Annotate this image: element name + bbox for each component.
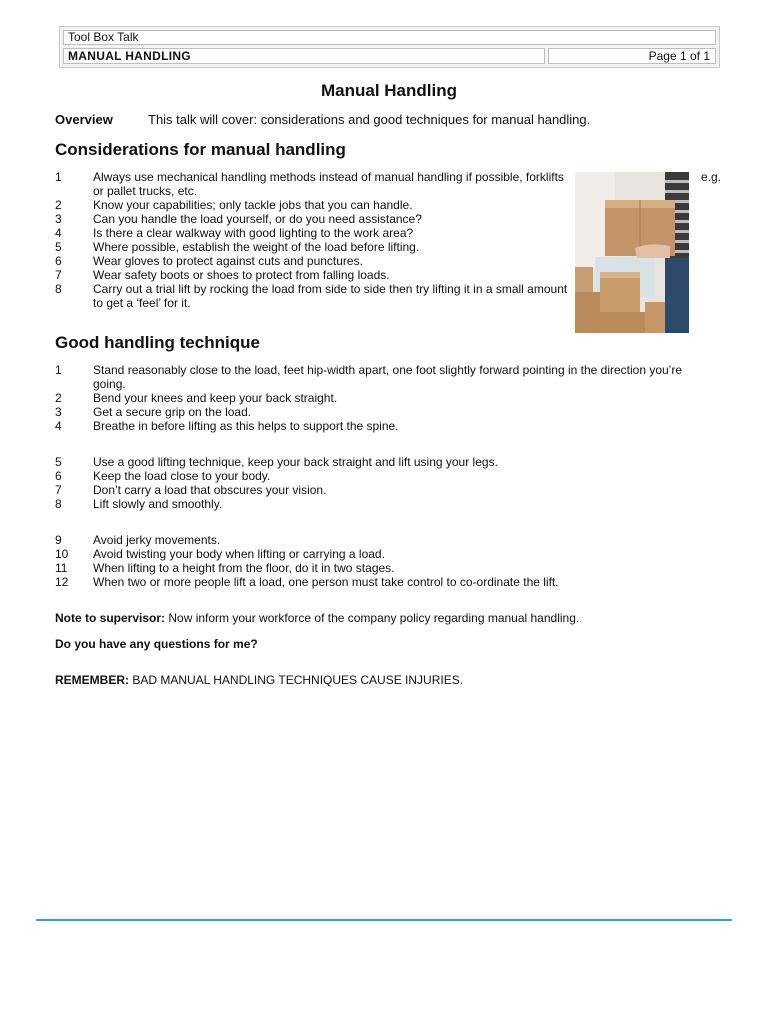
list-item xyxy=(55,198,570,212)
overview xyxy=(55,112,590,127)
list-item-number: 8 xyxy=(55,282,62,296)
list-item xyxy=(55,419,715,433)
person-carrying-box-photo xyxy=(575,172,689,333)
list-item-text: Wear gloves to protect against cuts and punctures. xyxy=(93,254,363,268)
list-item-number: 4 xyxy=(55,226,62,240)
considerations-heading: Considerations for manual handling xyxy=(55,140,346,159)
eg-text: e.g. xyxy=(701,170,722,184)
list-item-text: Lift slowly and smoothly. xyxy=(93,497,223,511)
list-item xyxy=(55,561,715,575)
list-item xyxy=(55,405,715,419)
header-topic: MANUAL HANDLING xyxy=(63,48,545,64)
list-item-number: 1 xyxy=(55,363,62,377)
list-item xyxy=(55,469,715,483)
list-item xyxy=(55,497,715,511)
list-item-number: 3 xyxy=(55,405,62,419)
list-item xyxy=(55,170,570,198)
list-item xyxy=(55,363,715,391)
photo-illustration xyxy=(575,172,689,333)
list-item-number: 11 xyxy=(55,561,68,575)
list-item xyxy=(55,226,570,240)
list-item-text: Wear safety boots or shoes to protect from falling loads. xyxy=(93,268,390,282)
technique-list-group-1 xyxy=(55,363,715,433)
list-item-number: 5 xyxy=(55,455,62,469)
list-item-number: 10 xyxy=(55,547,69,561)
remember-text: BAD MANUAL HANDLING TECHNIQUES CAUSE INJURIES. xyxy=(129,673,464,687)
list-item-text: Get a secure grip on the load. xyxy=(93,405,252,419)
list-item xyxy=(55,483,715,497)
list-item xyxy=(55,455,715,469)
list-item-text: Where possible, establish the weight of the load before lifting. xyxy=(93,240,420,254)
header-page-number: Page 1 of 1 xyxy=(548,48,716,64)
footer-rule xyxy=(36,919,732,921)
list-item-text: Stand reasonably close to the load, feet hip-width apart, one foot slightly forward pointing in the direction you’re going. xyxy=(93,363,683,391)
questions-prompt: Do you have any questions for me? xyxy=(55,637,258,651)
list-item-number: 6 xyxy=(55,469,62,483)
list-item xyxy=(55,268,570,282)
list-item xyxy=(55,254,570,268)
list-item-number: 7 xyxy=(55,268,62,282)
list-item-text: Use a good lifting technique, keep your back straight and lift using your legs. xyxy=(93,455,498,469)
list-item-number: 2 xyxy=(55,198,62,212)
remember-label: REMEMBER: xyxy=(55,673,129,687)
list-item-number: 7 xyxy=(55,483,62,497)
list-item-text: When two or more people lift a load, one person must take control to co-ordinate the lift. xyxy=(93,575,559,589)
list-item-number: 1 xyxy=(55,170,62,184)
list-item-number: 5 xyxy=(55,240,62,254)
list-item xyxy=(55,533,715,547)
overview-text: This talk will cover: considerations and good techniques for manual handling. xyxy=(148,112,591,127)
supervisor-note xyxy=(55,611,579,625)
list-item-text: Always use mechanical handling methods instead of manual handling if possible, forklifts or pallet trucks, etc. xyxy=(93,170,564,198)
list-item-number: 2 xyxy=(55,391,62,405)
overview-label: Overview xyxy=(55,112,113,127)
list-item-number: 6 xyxy=(55,254,62,268)
list-item-number: 4 xyxy=(55,419,62,433)
list-item-number: 8 xyxy=(55,497,62,511)
list-item-number: 3 xyxy=(55,212,62,226)
header-series: Tool Box Talk xyxy=(63,30,716,45)
list-item xyxy=(55,575,715,589)
list-item xyxy=(55,547,715,561)
technique-list-group-2 xyxy=(55,455,715,511)
header-table xyxy=(59,26,720,68)
list-item-text: Carry out a trial lift by rocking the load from side to side then try lifting it in a small amount to get a ‘feel’ for it. xyxy=(93,282,568,310)
list-item-text: Bend your knees and keep your back straight. xyxy=(93,391,338,405)
list-item xyxy=(55,212,570,226)
list-item-number: 12 xyxy=(55,575,69,589)
list-item xyxy=(55,391,715,405)
list-item-text: Don’t carry a load that obscures your vision. xyxy=(93,483,327,497)
considerations-list xyxy=(55,170,570,310)
list-item-text: Avoid jerky movements. xyxy=(93,533,221,547)
list-item-text: When lifting to a height from the floor, do it in two stages. xyxy=(93,561,395,575)
remember-note xyxy=(55,673,463,687)
supervisor-note-label: Note to supervisor: xyxy=(55,611,166,625)
list-item-text: Know your capabilities; only tackle jobs that you can handle. xyxy=(93,198,413,212)
list-item-text: Breathe in before lifting as this helps to support the spine. xyxy=(93,419,399,433)
document-title: Manual Handling xyxy=(321,81,457,100)
list-item-text: Is there a clear walkway with good lighting to the work area? xyxy=(93,226,414,240)
list-item xyxy=(55,240,570,254)
list-item-number: 9 xyxy=(55,533,62,547)
technique-heading: Good handling technique xyxy=(55,333,260,352)
list-item xyxy=(55,282,570,310)
list-item-text: Can you handle the load yourself, or do you need assistance? xyxy=(93,212,422,226)
list-item-text: Keep the load close to your body. xyxy=(93,469,271,483)
list-item-text: Avoid twisting your body when lifting or carrying a load. xyxy=(93,547,385,561)
technique-list-group-3 xyxy=(55,533,715,589)
supervisor-note-text: Now inform your workforce of the company policy regarding manual handling. xyxy=(165,611,580,625)
